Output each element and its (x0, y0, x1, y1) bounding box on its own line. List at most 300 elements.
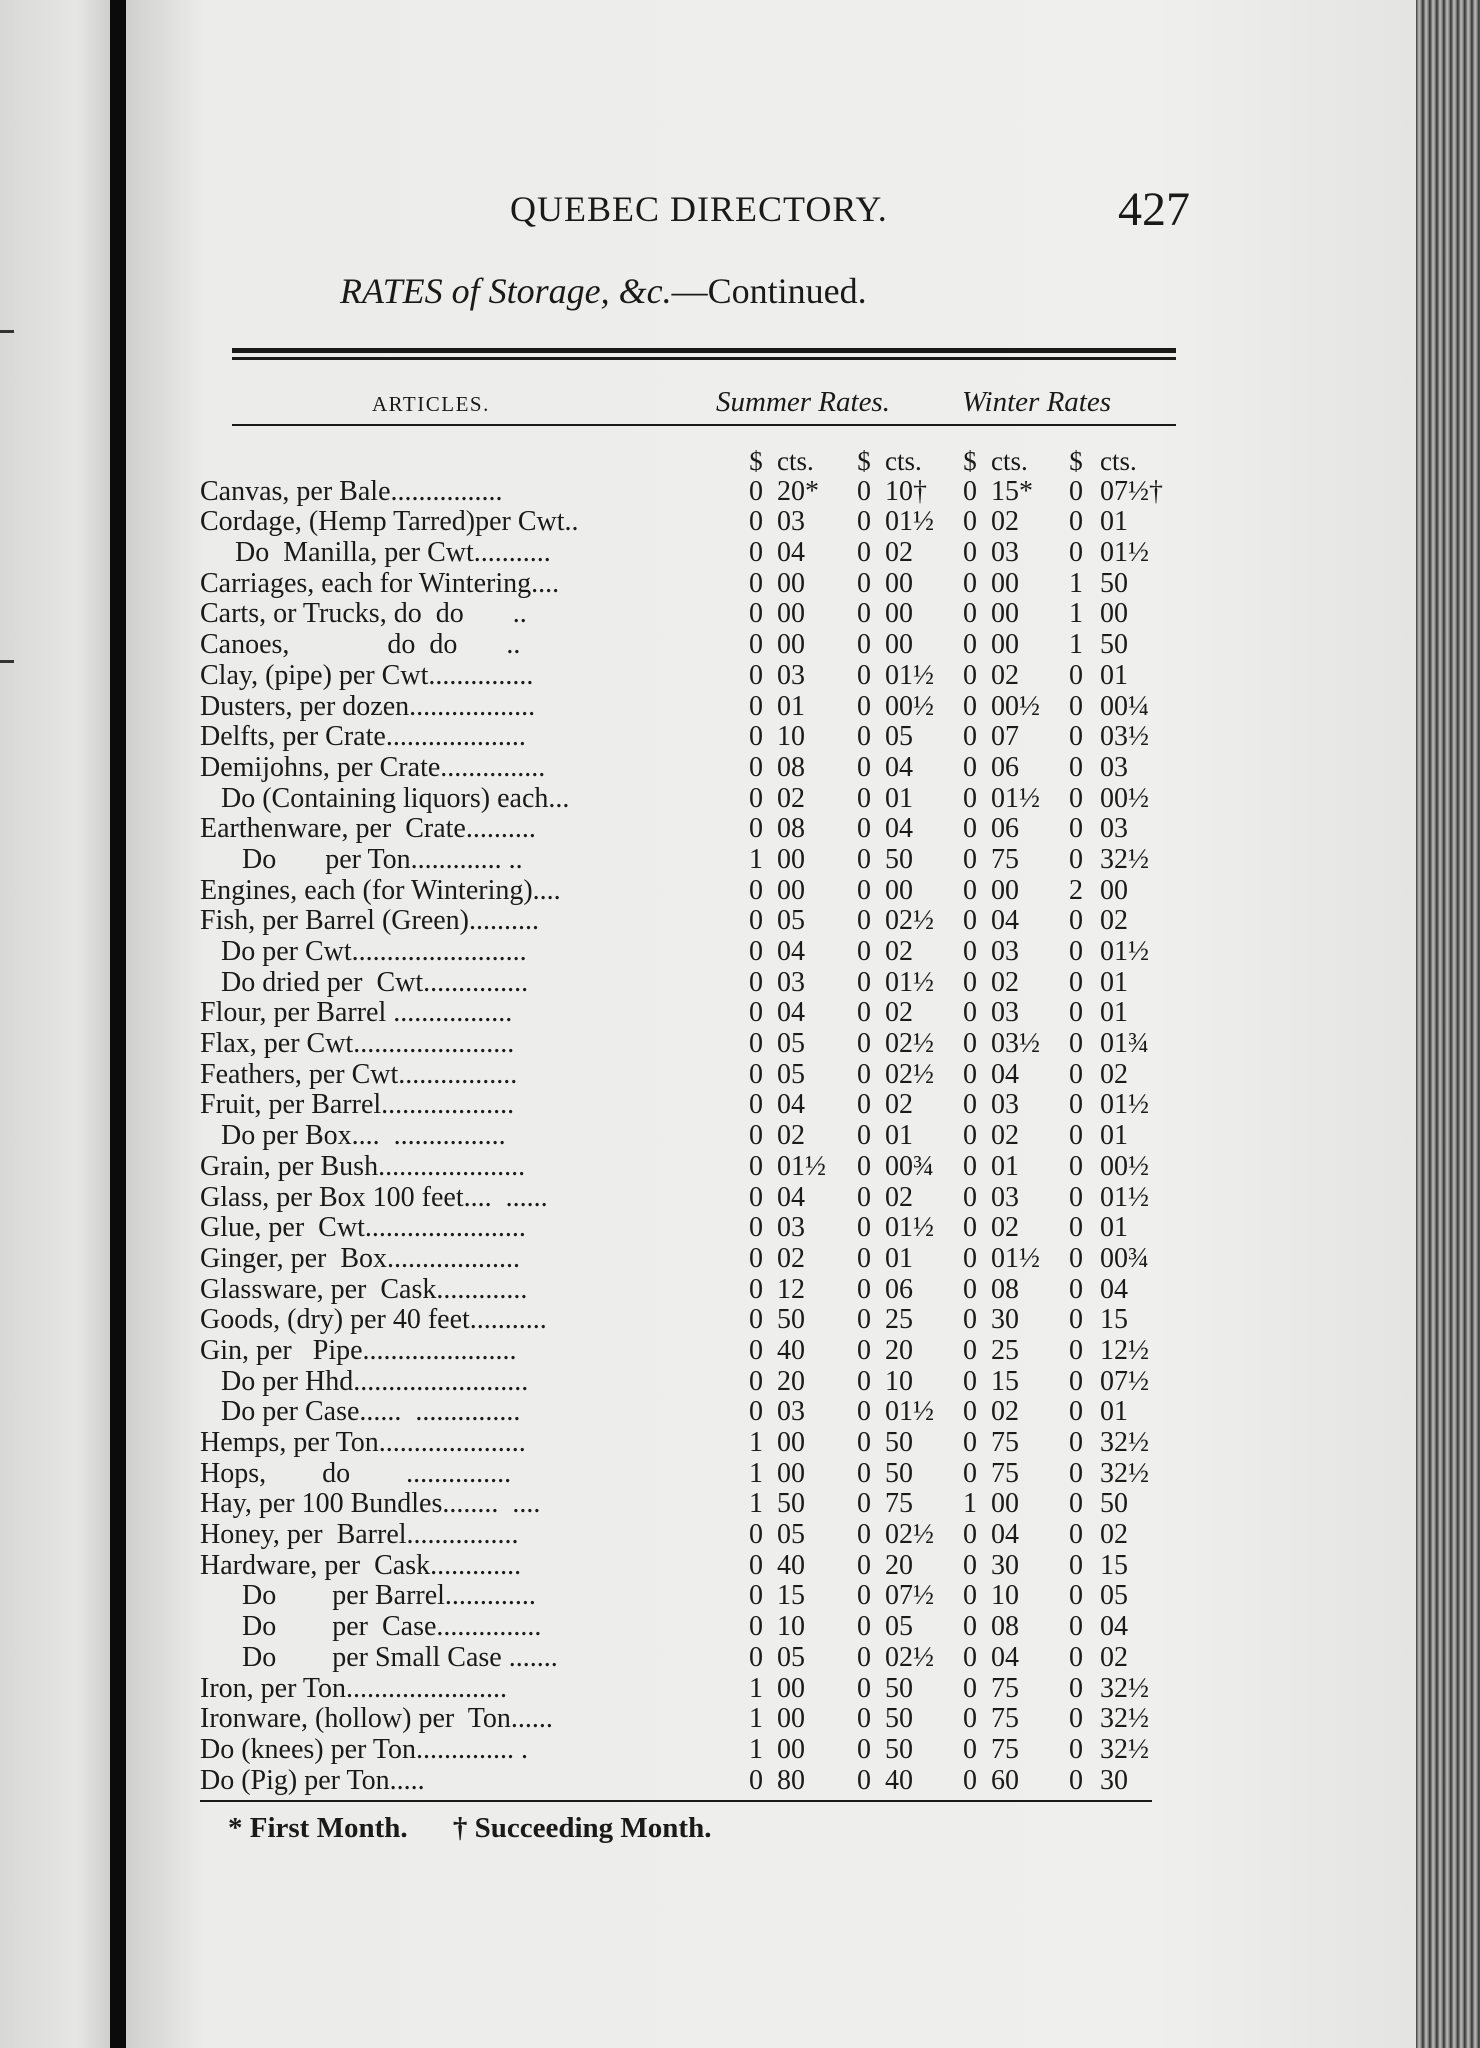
dollars-cell: 0 (749, 567, 763, 599)
dollars-cell: 0 (857, 598, 871, 630)
dollars-cell: 0 (1069, 1058, 1083, 1090)
cents-cell: 00 (885, 567, 913, 599)
dollars-cell: 1 (749, 1427, 763, 1458)
dollars-cell: 0 (749, 966, 763, 998)
dollars-cell: 0 (857, 1611, 871, 1643)
table-row (200, 1029, 1190, 1060)
table-row (200, 1459, 1190, 1490)
cents-cell: 02 (777, 1242, 805, 1274)
dollars-cell: 0 (1069, 1457, 1083, 1489)
dollars-cell: 0 (857, 1181, 871, 1213)
dollars-cell: 0 (963, 1611, 977, 1643)
dollars-cell: 0 (857, 751, 871, 783)
article-name: Fruit, per Barrel................... (200, 1090, 515, 1121)
cents-cell: 04 (991, 1641, 1019, 1673)
table-row (200, 1367, 1190, 1398)
cents-cell: 00 (777, 629, 805, 661)
dollars-cell: 0 (1069, 1028, 1083, 1060)
dollars-cell: 0 (963, 1764, 977, 1796)
dollars-cell: 0 (963, 1365, 977, 1397)
cents-cell: 02 (1100, 1641, 1128, 1673)
dollars-cell: 0 (1069, 1488, 1083, 1520)
article-name: Honey, per Barrel................ (200, 1520, 519, 1551)
dollars-cell: 1 (749, 1733, 763, 1765)
cents-cell: 02 (991, 506, 1019, 538)
dollars-cell: 0 (1069, 506, 1083, 538)
article-name: Gin, per Pipe...................... (200, 1335, 517, 1366)
article-name: Hops, do ............... (200, 1458, 512, 1489)
cents-cell: 00 (777, 843, 805, 875)
table-row (200, 1643, 1190, 1674)
cents-cell: 00 (777, 1457, 805, 1489)
article-name: Carts, or Trucks, do do .. (200, 599, 527, 630)
table-row (200, 876, 1190, 907)
cents-cell: 50 (777, 1304, 805, 1336)
dollars-cell: 0 (749, 1764, 763, 1796)
table-row (200, 1336, 1190, 1367)
article-name: Do per Cwt......................... (200, 937, 527, 967)
cents-cell: 04 (885, 813, 913, 845)
cents-cell: 03 (777, 1396, 805, 1428)
dollars-cell: 0 (749, 1120, 763, 1152)
dollars-cell: 0 (857, 1212, 871, 1244)
cents-cell: 02 (885, 537, 913, 569)
cents-cell: 01½ (1100, 1181, 1149, 1213)
table-row (200, 1397, 1190, 1428)
table-row (200, 1581, 1190, 1612)
cents-cell: 75 (991, 1703, 1019, 1735)
units-cell: cts. (885, 446, 922, 476)
article-name: Ironware, (hollow) per Ton...... (200, 1704, 553, 1735)
table-row (200, 968, 1190, 999)
previous-page-edge (0, 0, 110, 2048)
cents-cell: 10 (777, 1611, 805, 1643)
units-cell: $ (749, 446, 763, 476)
article-name: Hardware, per Cask............. (200, 1550, 522, 1581)
dollars-cell: 0 (1069, 843, 1083, 875)
table-row (200, 1612, 1190, 1643)
cents-cell: 05 (777, 1058, 805, 1090)
dollars-cell: 0 (749, 1150, 763, 1182)
table-row (200, 538, 1190, 569)
dollars-cell: 0 (857, 1242, 871, 1274)
cents-cell: 02½ (885, 1028, 934, 1060)
dollars-cell: 0 (1069, 690, 1083, 722)
cents-cell: 10† (885, 475, 927, 507)
table-row (200, 753, 1190, 784)
cents-cell: 30 (991, 1304, 1019, 1336)
dollars-cell: 0 (1069, 905, 1083, 937)
table-row (200, 477, 1190, 508)
dollars-cell: 0 (857, 813, 871, 845)
dollars-cell: 1 (749, 1488, 763, 1520)
cents-cell: 00¾ (1100, 1242, 1149, 1274)
cents-cell: 02 (991, 966, 1019, 998)
dollars-cell: 0 (857, 475, 871, 507)
table-row (200, 1213, 1190, 1244)
dollars-cell: 0 (857, 659, 871, 691)
cents-cell: 00 (885, 629, 913, 661)
units-row (200, 446, 1190, 477)
dollars-cell: 0 (749, 905, 763, 937)
article-name: Fish, per Barrel (Green).......... (200, 906, 540, 937)
dollars-cell: 0 (963, 567, 977, 599)
cents-cell: 00½ (885, 690, 934, 722)
cents-cell: 01½ (885, 659, 934, 691)
dollars-cell: 0 (749, 659, 763, 691)
previous-page-mark (0, 330, 14, 333)
dollars-cell: 1 (1069, 598, 1083, 630)
dollars-cell: 1 (749, 1672, 763, 1704)
article-name: Do per Box.... ................ (200, 1121, 506, 1152)
cents-cell: 00½ (1100, 1150, 1149, 1182)
cents-cell: 75 (991, 843, 1019, 875)
cents-cell: 00 (1100, 874, 1128, 906)
cents-cell: 02 (885, 1089, 913, 1121)
cents-cell: 32½ (1100, 1703, 1149, 1735)
cents-cell: 20 (885, 1334, 913, 1366)
article-name: Glue, per Cwt....................... (200, 1213, 526, 1244)
cents-cell: 05 (777, 905, 805, 937)
table-row (200, 722, 1190, 753)
winter-rates-header: Winter Rates (962, 386, 1112, 418)
dollars-cell: 0 (749, 629, 763, 661)
cents-cell: 02 (991, 1120, 1019, 1152)
cents-cell: 05 (1100, 1580, 1128, 1612)
cents-cell: 30 (1100, 1764, 1128, 1796)
cents-cell: 06 (885, 1273, 913, 1305)
cents-cell: 00 (777, 1733, 805, 1765)
dollars-cell: 0 (749, 1334, 763, 1366)
cents-cell: 00 (777, 1703, 805, 1735)
cents-cell: 15* (991, 475, 1033, 507)
cents-cell: 01 (885, 1120, 913, 1152)
article-name: Do Manilla, per Cwt........... (200, 538, 551, 569)
dollars-cell: 0 (963, 1273, 977, 1305)
cents-cell: 32½ (1100, 1427, 1149, 1458)
dollars-cell: 0 (1069, 537, 1083, 569)
table-row (200, 661, 1190, 692)
cents-cell: 00 (777, 567, 805, 599)
dollars-cell: 0 (857, 1089, 871, 1121)
dollars-cell: 0 (1069, 1703, 1083, 1735)
dollars-cell: 0 (857, 966, 871, 998)
dollars-cell: 0 (749, 598, 763, 630)
dollars-cell: 0 (963, 598, 977, 630)
cents-cell: 02 (777, 782, 805, 814)
dollars-cell: 0 (749, 1304, 763, 1336)
cents-cell: 00½ (1100, 782, 1149, 814)
dollars-cell: 0 (749, 1365, 763, 1397)
cents-cell: 01½ (991, 782, 1040, 814)
header-rule (232, 424, 1176, 426)
cents-cell: 01 (885, 1242, 913, 1274)
cents-cell: 75 (991, 1672, 1019, 1704)
cents-cell: 03 (991, 936, 1019, 967)
article-name: Feathers, per Cwt................. (200, 1059, 518, 1090)
cents-cell: 40 (885, 1764, 913, 1796)
cents-cell: 32½ (1100, 1733, 1149, 1765)
cents-cell: 04 (777, 936, 805, 967)
table-row (200, 1183, 1190, 1214)
table-row (200, 1305, 1190, 1336)
cents-cell: 05 (885, 1611, 913, 1643)
cents-cell: 01½ (885, 966, 934, 998)
cents-cell: 10 (777, 721, 805, 753)
cents-cell: 04 (777, 997, 805, 1029)
dollars-cell: 0 (963, 690, 977, 722)
footer-rule (200, 1800, 1152, 1802)
cents-cell: 02½ (885, 1641, 934, 1673)
footnote-succeeding-month: † Succeeding Month. (452, 1812, 712, 1844)
cents-cell: 04 (777, 1181, 805, 1213)
article-name: Do per Case............... (200, 1612, 542, 1643)
table-row (200, 1121, 1190, 1152)
dollars-cell: 0 (963, 506, 977, 538)
dollars-cell: 0 (749, 813, 763, 845)
cents-cell: 02 (1100, 1519, 1128, 1551)
dollars-cell: 1 (749, 1457, 763, 1489)
cents-cell: 03 (991, 1181, 1019, 1213)
article-name: Canoes, do do .. (200, 630, 521, 661)
article-name: Grain, per Bush..................... (200, 1151, 526, 1182)
cents-cell: 50 (1100, 1488, 1128, 1520)
dollars-cell: 0 (749, 1089, 763, 1121)
table-row (200, 1704, 1190, 1735)
table-row (200, 784, 1190, 815)
dollars-cell: 0 (1069, 1427, 1083, 1458)
cents-cell: 20 (777, 1365, 805, 1397)
cents-cell: 03 (777, 659, 805, 691)
table-row (200, 1766, 1190, 1797)
cents-cell: 15 (1100, 1549, 1128, 1581)
dollars-cell: 0 (963, 782, 977, 814)
dollars-cell: 0 (963, 1212, 977, 1244)
dollars-cell: 0 (963, 1733, 977, 1765)
dollars-cell: 0 (963, 1641, 977, 1673)
cents-cell: 03 (991, 997, 1019, 1029)
dollars-cell: 0 (857, 629, 871, 661)
cents-cell: 04 (777, 537, 805, 569)
dollars-cell: 0 (1069, 1611, 1083, 1643)
table-row (200, 845, 1190, 876)
cents-cell: 07½ (885, 1580, 934, 1612)
previous-page-mark (0, 660, 14, 663)
cents-cell: 80 (777, 1764, 805, 1796)
dollars-cell: 0 (857, 843, 871, 875)
article-name: Carriages, each for Wintering.... (200, 568, 560, 599)
dollars-cell: 0 (749, 1611, 763, 1643)
cents-cell: 00¾ (885, 1150, 934, 1182)
dollars-cell: 1 (749, 1703, 763, 1735)
cents-cell: 20 (885, 1549, 913, 1581)
article-name: Glass, per Box 100 feet.... ...... (200, 1182, 548, 1213)
articles-header: ARTICLES. (372, 392, 490, 416)
cents-cell: 05 (777, 1641, 805, 1673)
dollars-cell: 0 (857, 1641, 871, 1673)
dollars-cell: 0 (963, 1028, 977, 1060)
article-name: Do dried per Cwt............... (200, 967, 529, 998)
dollars-cell: 0 (857, 1427, 871, 1458)
cents-cell: 75 (991, 1427, 1019, 1458)
cents-cell: 02½ (885, 905, 934, 937)
subtitle-continued: —Continued. (671, 271, 867, 311)
cents-cell: 03½ (1100, 721, 1149, 753)
dollars-cell: 0 (857, 1334, 871, 1366)
article-name: Do per Hhd......................... (200, 1366, 529, 1397)
cents-cell: 01½ (885, 506, 934, 538)
cents-cell: 32½ (1100, 843, 1149, 875)
dollars-cell: 0 (1069, 1120, 1083, 1152)
dollars-cell: 0 (1069, 721, 1083, 753)
dollars-cell: 0 (749, 1242, 763, 1274)
cents-cell: 50 (885, 1672, 913, 1704)
dollars-cell: 0 (749, 1396, 763, 1428)
cents-cell: 00 (991, 874, 1019, 906)
cents-cell: 07 (991, 721, 1019, 753)
cents-cell: 04 (885, 751, 913, 783)
dollars-cell: 0 (857, 1764, 871, 1796)
dollars-cell: 0 (1069, 1764, 1083, 1796)
cents-cell: 01 (1100, 997, 1128, 1029)
cents-cell: 50 (1100, 567, 1128, 599)
table-row (200, 906, 1190, 937)
dollars-cell: 0 (963, 843, 977, 875)
page-number: 427 (1118, 183, 1190, 236)
cents-cell: 75 (991, 1733, 1019, 1765)
dollars-cell: 0 (749, 936, 763, 967)
article-name: Do (Containing liquors) each... (200, 783, 570, 814)
table-row (200, 814, 1190, 845)
dollars-cell: 0 (857, 1120, 871, 1152)
cents-cell: 05 (777, 1028, 805, 1060)
cents-cell: 08 (991, 1611, 1019, 1643)
cents-cell: 50 (885, 1457, 913, 1489)
dollars-cell: 0 (1069, 997, 1083, 1029)
dollars-cell: 0 (749, 537, 763, 569)
dollars-cell: 0 (1069, 1089, 1083, 1121)
cents-cell: 07½† (1100, 475, 1163, 507)
cents-cell: 15 (1100, 1304, 1128, 1336)
dollars-cell: 0 (963, 537, 977, 569)
cents-cell: 01½ (1100, 1089, 1149, 1121)
dollars-cell: 0 (1069, 1273, 1083, 1305)
dollars-cell: 0 (749, 751, 763, 783)
dollars-cell: 0 (857, 1703, 871, 1735)
cents-cell: 00 (991, 598, 1019, 630)
table-row (200, 1674, 1190, 1705)
footnote-first-month: * First Month. (228, 1812, 408, 1844)
dollars-cell: 0 (749, 506, 763, 538)
article-name: Earthenware, per Crate.......... (200, 814, 536, 845)
dollars-cell: 0 (963, 1580, 977, 1612)
cents-cell: 40 (777, 1334, 805, 1366)
cents-cell: 00½ (991, 690, 1040, 722)
dollars-cell: 0 (963, 475, 977, 507)
dollars-cell: 1 (1069, 629, 1083, 661)
dollars-cell: 0 (749, 1028, 763, 1060)
dollars-cell: 0 (857, 1396, 871, 1428)
cents-cell: 01 (1100, 1212, 1128, 1244)
dollars-cell: 0 (1069, 1304, 1083, 1336)
dollars-cell: 0 (963, 1120, 977, 1152)
cents-cell: 01½ (1100, 537, 1149, 569)
cents-cell: 10 (885, 1365, 913, 1397)
cents-cell: 25 (991, 1334, 1019, 1366)
table-row (200, 599, 1190, 630)
dollars-cell: 0 (963, 1334, 977, 1366)
running-title: QUEBEC DIRECTORY. (510, 189, 888, 229)
dollars-cell: 0 (857, 1549, 871, 1581)
book-gutter (110, 0, 126, 2048)
cents-cell: 06 (991, 813, 1019, 845)
dollars-cell: 0 (749, 1519, 763, 1551)
dollars-cell: 0 (1069, 751, 1083, 783)
cents-cell: 01½ (885, 1396, 934, 1428)
cents-cell: 04 (777, 1089, 805, 1121)
cents-cell: 01 (1100, 1396, 1128, 1428)
article-name: Do per Ton............. .. (200, 844, 523, 875)
cents-cell: 03 (991, 537, 1019, 569)
dollars-cell: 0 (857, 1273, 871, 1305)
column-headers (232, 386, 1176, 426)
cents-cell: 50 (885, 1427, 913, 1458)
dollars-cell: 0 (963, 721, 977, 753)
dollars-cell: 0 (963, 1058, 977, 1090)
dollars-cell: 0 (857, 690, 871, 722)
cents-cell: 02½ (885, 1058, 934, 1090)
dollars-cell: 0 (1069, 936, 1083, 967)
dollars-cell: 0 (963, 751, 977, 783)
dollars-cell: 0 (857, 1058, 871, 1090)
table-row (200, 1551, 1190, 1582)
cents-cell: 15 (991, 1365, 1019, 1397)
dollars-cell: 0 (857, 997, 871, 1029)
table-row (200, 1090, 1190, 1121)
units-cell: $ (857, 446, 871, 476)
cents-cell: 03 (777, 966, 805, 998)
dollars-cell: 0 (963, 1242, 977, 1274)
cents-cell: 01 (1100, 506, 1128, 538)
dollars-cell: 0 (1069, 1641, 1083, 1673)
dollars-cell: 1 (963, 1488, 977, 1520)
cents-cell: 01 (1100, 1120, 1128, 1152)
cents-cell: 08 (777, 751, 805, 783)
article-name: Demijohns, per Crate............... (200, 752, 546, 783)
dollars-cell: 0 (1069, 1242, 1083, 1274)
dollars-cell: 0 (857, 1580, 871, 1612)
cents-cell: 00 (777, 874, 805, 906)
table-row (200, 630, 1190, 661)
summer-rates-header: Summer Rates. (716, 386, 890, 418)
dollars-cell: 0 (749, 1580, 763, 1612)
dollars-cell: 0 (857, 874, 871, 906)
cents-cell: 15 (777, 1580, 805, 1612)
cents-cell: 30 (991, 1549, 1019, 1581)
cents-cell: 08 (777, 813, 805, 845)
dollars-cell: 0 (963, 874, 977, 906)
cents-cell: 03½ (991, 1028, 1040, 1060)
dollars-cell: 0 (1069, 1334, 1083, 1366)
dollars-cell: 0 (749, 782, 763, 814)
cents-cell: 50 (885, 1703, 913, 1735)
dollars-cell: 1 (749, 843, 763, 875)
article-name: Do per Small Case ....... (200, 1642, 558, 1673)
dollars-cell: 0 (857, 1672, 871, 1704)
dollars-cell: 0 (1069, 475, 1083, 507)
cents-cell: 12½ (1100, 1334, 1149, 1366)
dollars-cell: 0 (963, 936, 977, 967)
